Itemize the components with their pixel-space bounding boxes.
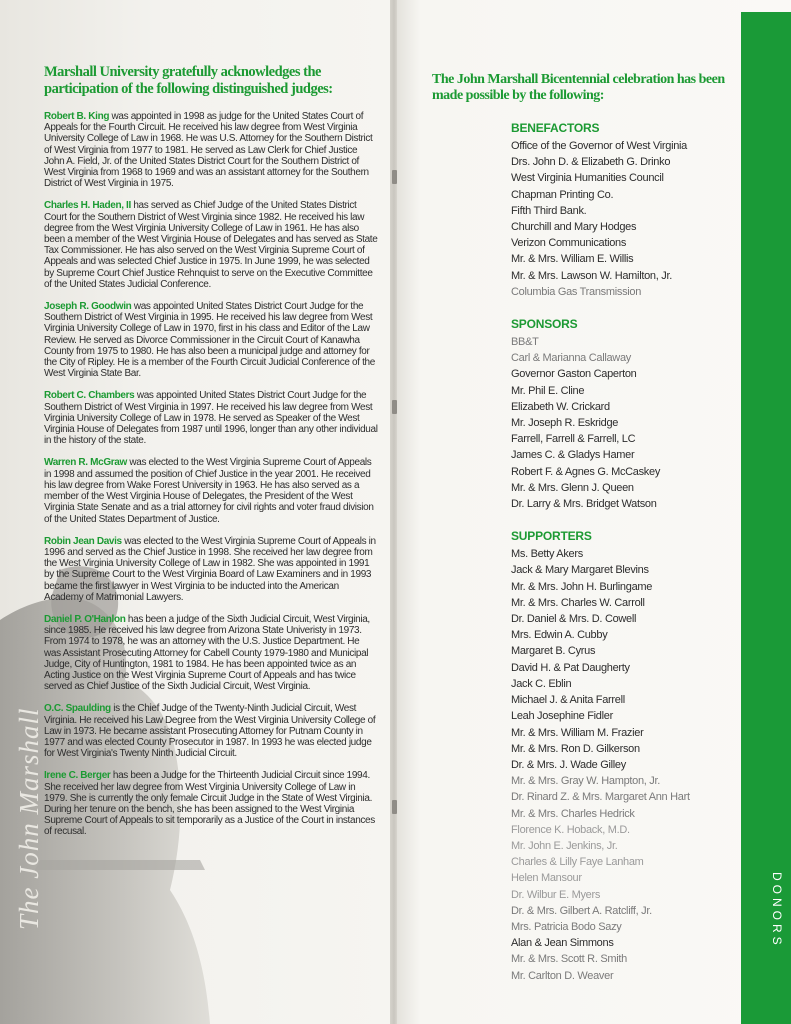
sponsors-section	[511, 316, 741, 512]
judge-name: O.C. Spaulding	[44, 703, 111, 715]
judge-bio	[44, 200, 378, 290]
donor-item: Mr. & Mrs. Gray W. Hampton, Jr.	[511, 775, 661, 788]
donor-item: Mr. & Mrs. Glenn J. Queen	[511, 481, 634, 494]
donor-item: Charles & Lilly Faye Lanham	[511, 856, 644, 869]
donor-item: Verizon Communications	[511, 237, 627, 250]
judge-bio-text: was appointed United States District Court Judge for the Southern District of West Virginia in 1995. He received his law degree from West Virginia University College of Law in 1970, first in his class and Editor of the Law Review. He served as Divorce Commissioner in the Circuit Court of Kanawha County from 1975 to 1980. He has also been a municipal judge and attorney for the City of Ripley. He is a member of the Fourth Circuit Judicial Conference of the West Virginia State Bar.	[44, 301, 375, 380]
donor-item: Florence K. Hoback, M.D.	[511, 823, 630, 836]
judge-bio	[44, 111, 378, 189]
donor-item: Office of the Governor of West Virginia	[511, 140, 688, 152]
donor-item: Mr. & Mrs. Lawson W. Hamilton, Jr.	[511, 269, 672, 282]
donor-item: Mr. Carlton D. Weaver	[511, 969, 614, 982]
donor-item: Jack C. Eblin	[511, 677, 572, 690]
judge-bio	[44, 614, 378, 692]
donor-item: Dr. & Mrs. J. Wade Gilley	[511, 758, 626, 771]
donor-item: Dr. Wilbur E. Myers	[511, 888, 601, 901]
donor-item: West Virginia Humanities Council	[511, 172, 664, 185]
benefactors-section	[511, 120, 741, 300]
judge-name: Robin Jean Davis	[44, 535, 122, 547]
section-title: SPONSORS	[511, 317, 578, 332]
right-page	[397, 0, 791, 1024]
donor-item: Alan & Jean Simmons	[511, 937, 614, 950]
judge-bio-text: is the Chief Judge of the Twenty-Ninth Judicial Circuit, West Virginia. He received his Law Degree from the West Virginia University College of Law in 1973. He became assistant Prosecuting Attorney for Putnam County in 1977 and was elected County Prosecutor in 1987. In 1993 he was elected judge for West Virginia's Twenty Ninth Judicial Circuit.	[44, 703, 376, 760]
donor-item: Chapman Printing Co.	[511, 188, 614, 201]
judge-bio-text: was appointed in 1998 as judge for the United States Court of Appeals for the Fourth Circuit. He received his law degree from West Virginia University College of Law in 1968. He was U.S. Attorney for the Southern District of West Virginia from 1977 to 1981. He served as Law Clerk for Chief Justice John A. Field, Jr. of the United States District Court for the Southern District of West Virginia from 1968 to 1969 and was an assistant attorney for the Southern District of West Virginia in 1975.	[44, 111, 373, 190]
donor-item: Dr. Rinard Z. & Mrs. Margaret Ann Hart	[511, 791, 690, 804]
judge-bio	[44, 457, 378, 524]
judge-bio	[44, 703, 378, 759]
judge-bio-text: has been a Judge for the Thirteenth Judicial Circuit since 1994. She received her law degree from West Virginia University College of Law in 1979. She is currently the only female Circuit Judge in the State of West Virginia. During her tenure on the bench, she has been assigned to the West Virginia Supreme Court of Appeals to sit temporarily as a Justice of the Court in instances of recusal.	[44, 770, 375, 838]
donor-item: Leah Josephine Fidler	[511, 710, 613, 723]
donor-item: Mr. & Mrs. Charles Hedrick	[511, 807, 635, 820]
supporters-section	[511, 528, 741, 983]
donor-item: Mrs. Edwin A. Cubby	[511, 629, 608, 642]
donor-item: Mr. Joseph R. Eskridge	[511, 417, 619, 430]
judge-bio-text: was elected to the West Virginia Supreme Court of Appeals in 1998 and assumed the position of Chief Justice in the year 2001. He received his law degree from Wake Forest University in 1963. He has also served as a member of the West Virginia House of Delegates, the President of the West Virginia State Senate and as a trial attorney for civil rights and voter fraud division of the United States Department of Justice.	[44, 457, 374, 525]
donor-item: Fifth Third Bank.	[511, 204, 587, 217]
donor-item: Columbia Gas Transmission	[511, 285, 642, 298]
donor-item: Churchill and Mary Hodges	[511, 221, 637, 234]
donor-item: Mr. & Mrs. John H. Burlingame	[511, 580, 653, 593]
donor-item: Dr. Larry & Mrs. Bridget Watson	[511, 498, 657, 511]
donors-heading: The John Marshall Bicentennial celebration has been made possible by the following:	[432, 72, 725, 103]
section-title: BENEFACTORS	[511, 121, 600, 135]
judge-bio	[44, 390, 378, 446]
donors-tab-label: DONORS	[770, 872, 784, 949]
judge-bio-text: was appointed United States District Court Judge for the Southern District of West Virginia in 1997. He received his law degree from West Virginia University College of Law in 1978. He served as Speaker of the West Virginia House of Delegates from 1987 until 1996, longer than any other individual in the history of the state.	[44, 390, 378, 447]
judge-name: Irene C. Berger	[44, 770, 111, 782]
donor-item: Carl & Marianna Callaway	[511, 352, 631, 365]
donor-item: Drs. John D. & Elizabeth G. Drinko	[511, 156, 671, 169]
judge-name: Robert B. King	[44, 111, 110, 122]
donor-item: BB&T	[511, 336, 539, 349]
donor-item: Jack & Mary Margaret Blevins	[511, 564, 649, 577]
judge-name: Charles H. Haden, II	[44, 200, 131, 212]
judge-bio-text: has served as Chief Judge of the United States District Court for the Southern District of West Virginia since 1982. He received his law degree from the West Virginia University College of Law in 1961. He has also been a member of the West Virginia House of Delegates and has served as State Tax Commissioner. He has also served on the West Virginia Supreme Court of Appeals and was selected Chief Justice in 1975. In June 1999, he was selected by Supreme Court Chief Justice Rehnquist to serve on the Executive Committee of the United States Judicial Conference.	[44, 200, 378, 290]
judge-bio-text: has been a judge of the Sixth Judicial Circuit, West Virginia, since 1985. He received his law degree from Arizona State Univeristy in 1973. From 1974 to 1978, he was an attorney with the U.S. Justice Department. He was Assistant Prosecuting Attorney for Cabell County 1979-1980 and Municipal Judge, City of Huntington, 1981 to 1984. He has been appointed twice as an Acting Justice on the West Virginia Supreme Court of Appeals and has twice served as Chief Justice of the Sixth Judicial Circuit, West Virginia.	[44, 613, 370, 693]
donor-item: Dr. Daniel & Mrs. D. Cowell	[511, 613, 637, 626]
donor-item: James C. & Gladys Hamer	[511, 449, 635, 462]
donor-item: Governor Gaston Caperton	[511, 368, 637, 381]
donor-item: Elizabeth W. Crickard	[511, 400, 610, 413]
donor-item: Margaret B. Cyrus	[511, 645, 596, 658]
judge-name: Daniel P. O'Hanlon	[44, 613, 126, 625]
judge-bio	[44, 301, 378, 379]
donor-item: Mr. & Mrs. Ron D. Gilkerson	[511, 742, 640, 755]
watermark-text: The John Marshall	[14, 707, 44, 930]
judge-name: Robert C. Chambers	[44, 390, 135, 402]
donor-item: Michael J. & Anita Farrell	[511, 694, 625, 707]
judge-bios	[44, 111, 378, 849]
donor-item: Mrs. Patricia Bodo Sazy	[511, 920, 622, 933]
donor-item: Farrell, Farrell & Farrell, LC	[511, 433, 636, 446]
left-page	[0, 0, 392, 1024]
judge-bio	[44, 770, 378, 837]
donor-item: Helen Mansour	[511, 872, 582, 885]
donor-item: Mr. & Mrs. William M. Frazier	[511, 726, 644, 739]
donor-item: Mr. & Mrs. Charles W. Carroll	[511, 596, 645, 609]
donors-side-tab	[741, 12, 791, 1024]
donor-item: Mr. & Mrs. William E. Willis	[511, 253, 634, 266]
donor-item: Mr. John E. Jenkins, Jr.	[511, 839, 618, 852]
donor-item: Mr. & Mrs. Scott R. Smith	[511, 953, 627, 966]
donor-item: David H. & Pat Daugherty	[511, 661, 630, 674]
judge-bio-text: was elected to the West Virginia Supreme Court of Appeals in 1996 and served as the Chief Justice in 1998. She received her law degree from the West Virginia University College of Law in 1982. She was appointed in 1991 by the Supreme Court to the West Virginia Board of Law Examiners and in 1993 became the first lawyer in West Virginia to be inducted into the American Academy of Matrimonial Lawyers.	[44, 535, 376, 603]
donor-item: Ms. Betty Akers	[511, 548, 583, 561]
section-title: SUPPORTERS	[511, 529, 592, 544]
judges-heading: Marshall University gratefully acknowledges the participation of the following distinguished judges:	[44, 64, 333, 97]
donor-list	[511, 120, 741, 1000]
donor-item: Robert F. & Agnes G. McCaskey	[511, 465, 661, 478]
judge-name: Warren R. McGraw	[44, 457, 127, 469]
judge-name: Joseph R. Goodwin	[44, 301, 132, 313]
donor-item: Dr. & Mrs. Gilbert A. Ratcliff, Jr.	[511, 904, 652, 917]
judge-bio	[44, 536, 378, 603]
donor-item: Mr. Phil E. Cline	[511, 384, 585, 397]
